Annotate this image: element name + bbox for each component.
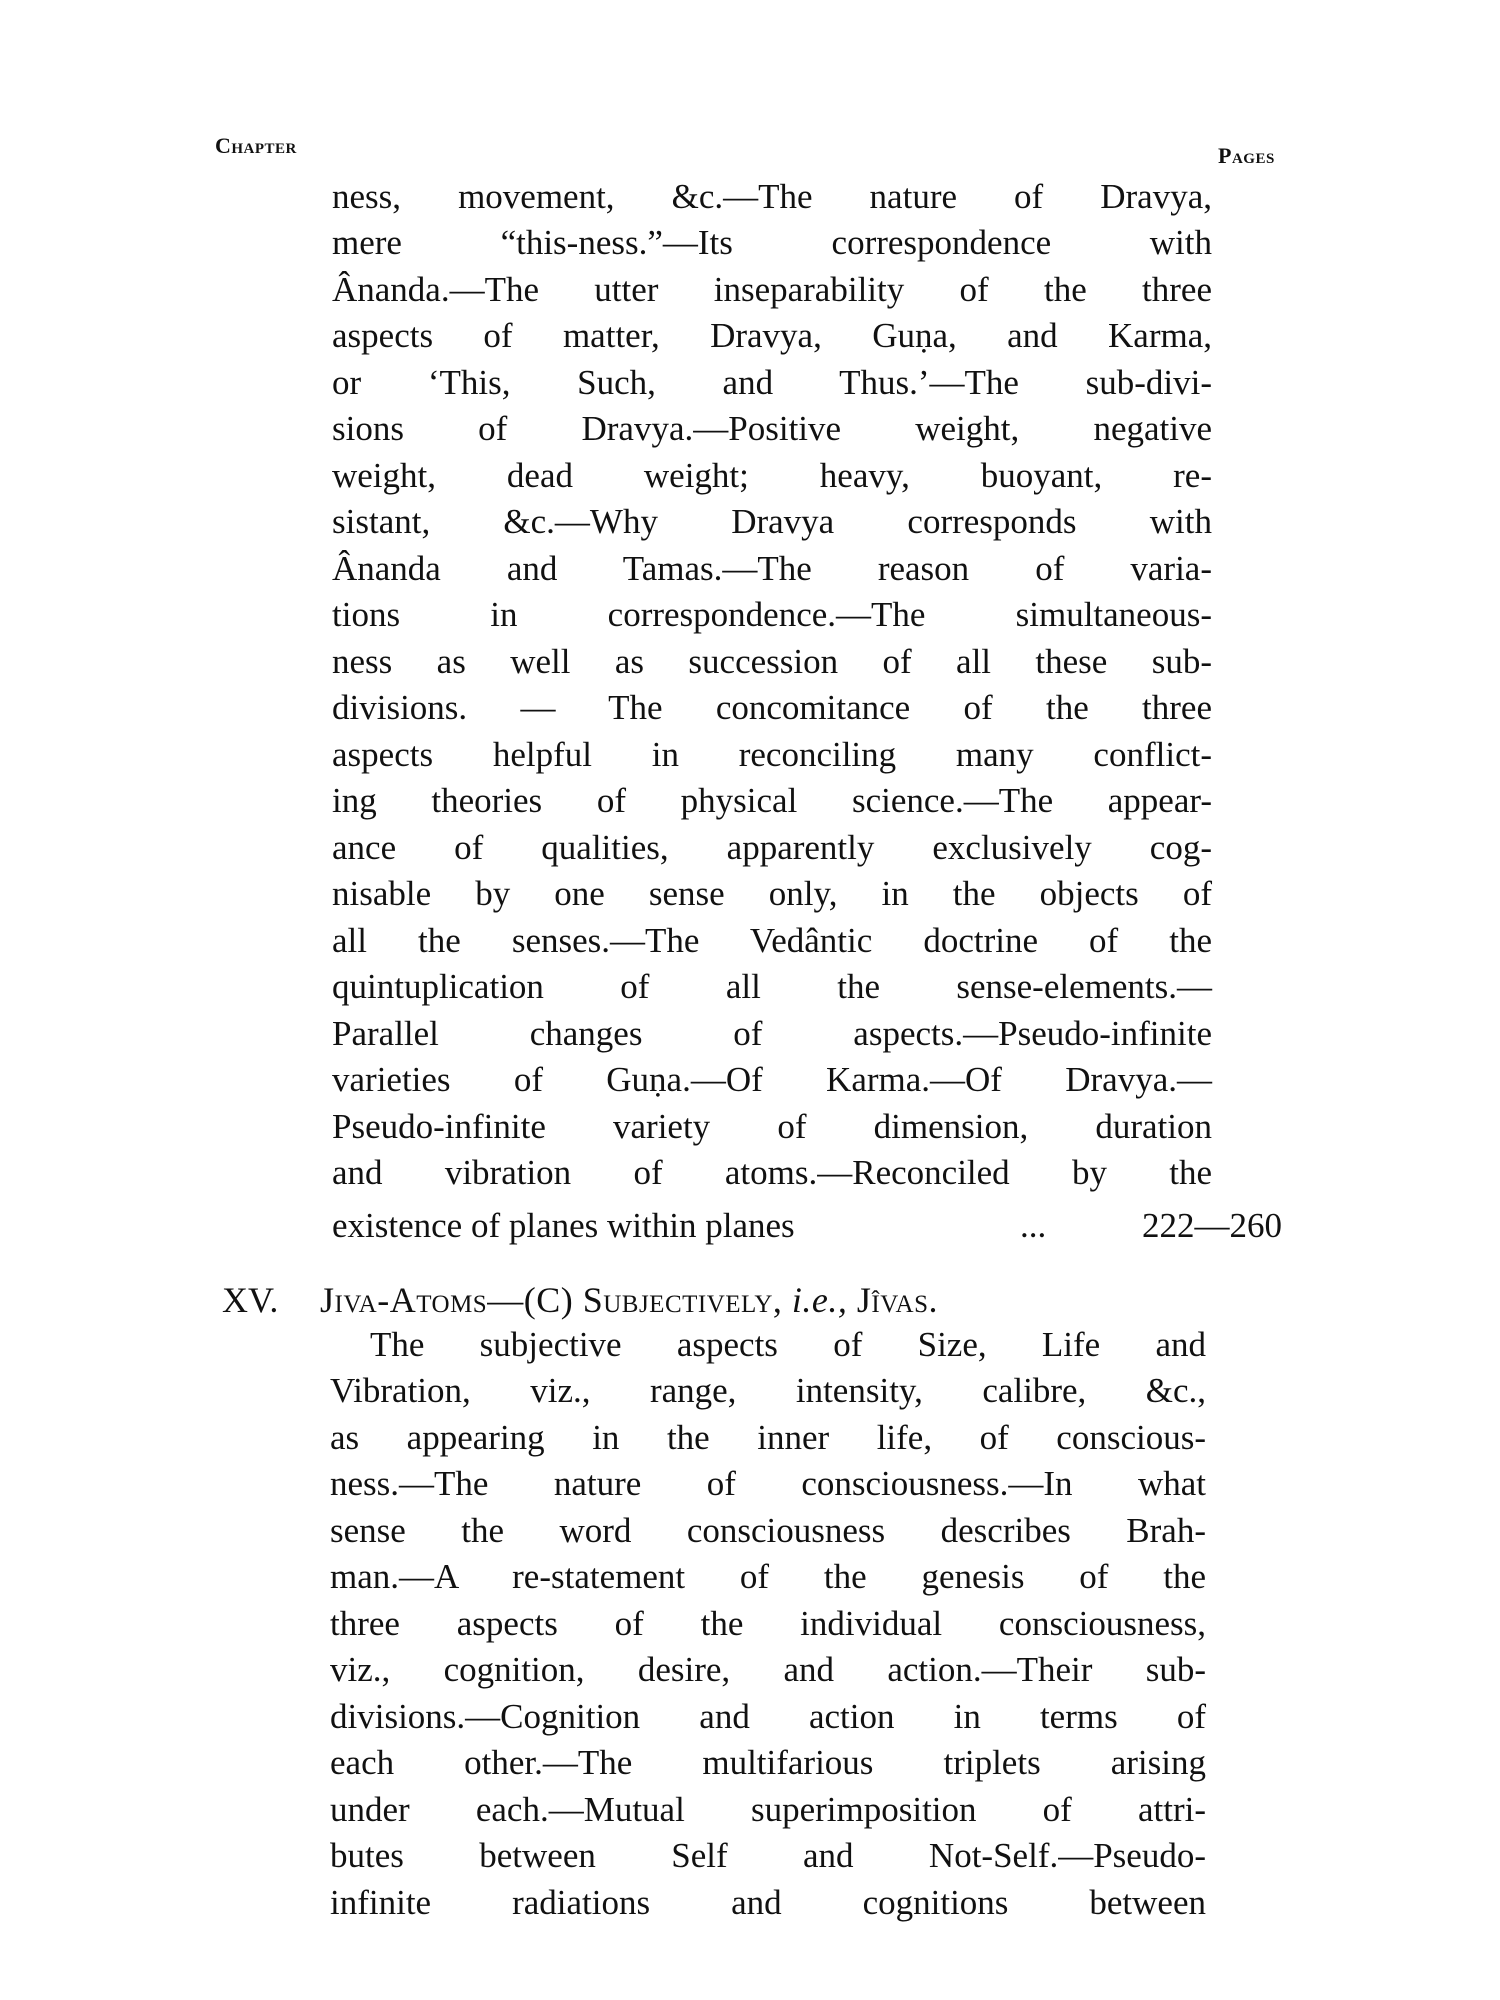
text-line: nisable by one sense only, in the objects of (332, 874, 1212, 913)
text-line: Pseudo-infinite variety of dimension, duration (332, 1107, 1212, 1146)
text-line: ance of qualities, apparently exclusively cog- (332, 828, 1212, 867)
text-line: Parallel changes of aspects.—Pseudo-infinite (332, 1014, 1212, 1053)
text-line: ness.—The nature of consciousness.—In what (330, 1464, 1206, 1503)
text-line: butes between Self and Not-Self.—Pseudo- (330, 1836, 1206, 1875)
pages-header-label: Pages (1218, 143, 1275, 168)
text-line: weight, dead weight; heavy, buoyant, re- (332, 456, 1212, 495)
text-line: three aspects of the individual consciousness, (330, 1604, 1206, 1643)
text-line: The subjective aspects of Size, Life and (370, 1325, 1206, 1364)
page-range: 222—260 (1142, 1206, 1282, 1245)
chapter-title-ie: i.e., (791, 1280, 848, 1320)
dot-leader: ... (1020, 1206, 1047, 1245)
text-line: all the senses.—The Vedântic doctrine of the (332, 921, 1212, 960)
text-line: as appearing in the inner life, of conscious- (330, 1418, 1206, 1457)
text-line: sistant, &c.—Why Dravya corresponds with (332, 502, 1212, 541)
text-line: or ‘This, Such, and Thus.’—The sub-divi- (332, 363, 1212, 402)
text-line: Ânanda and Tamas.—The reason of varia- (332, 549, 1212, 588)
text-line: viz., cognition, desire, and action.—Their sub- (330, 1650, 1206, 1689)
text-line: aspects of matter, Dravya, Guṇa, and Karma, (332, 316, 1212, 355)
text-line: aspects helpful in reconciling many conflict- (332, 735, 1212, 774)
text-line: ing theories of physical science.—The appear- (332, 781, 1212, 820)
text-line: ness as well as succession of all these sub- (332, 642, 1212, 681)
text-line: Vibration, viz., range, intensity, calibre, &c., (330, 1371, 1206, 1410)
text-line: infinite radiations and cognitions between (330, 1883, 1206, 1922)
text-line: divisions. — The concomitance of the three (332, 688, 1212, 727)
chapter-number: XV. (222, 1280, 279, 1320)
text-line: each other.—The multifarious triplets arising (330, 1743, 1206, 1782)
text-line: mere “this-ness.”—Its correspondence with (332, 223, 1212, 262)
chapter-title-end: Jîvas. (856, 1280, 938, 1320)
text-line: quintuplication of all the sense-elements.— (332, 967, 1212, 1006)
text-line: tions in correspondence.—The simultaneous- (332, 595, 1212, 634)
text-line: and vibration of atoms.—Reconciled by the (332, 1153, 1212, 1192)
text-line: existence of planes within planes (332, 1206, 795, 1245)
text-line: Ânanda.—The utter inseparability of the three (332, 270, 1212, 309)
text-line: sense the word consciousness describes Brah- (330, 1511, 1206, 1550)
text-line: ness, movement, &c.—The nature of Dravya, (332, 177, 1212, 216)
text-line: varieties of Guṇa.—Of Karma.—Of Dravya.— (332, 1060, 1212, 1099)
text-line: man.—A re-statement of the genesis of the (330, 1557, 1206, 1596)
chapter-header-label: Chapter (215, 133, 297, 158)
text-line: under each.—Mutual superimposition of attri- (330, 1790, 1206, 1829)
text-line: divisions.—Cognition and action in terms of (330, 1697, 1206, 1736)
chapter-title-main: Jiva-Atoms—(C) Subjectively, (320, 1280, 783, 1320)
text-line: sions of Dravya.—Positive weight, negative (332, 409, 1212, 448)
